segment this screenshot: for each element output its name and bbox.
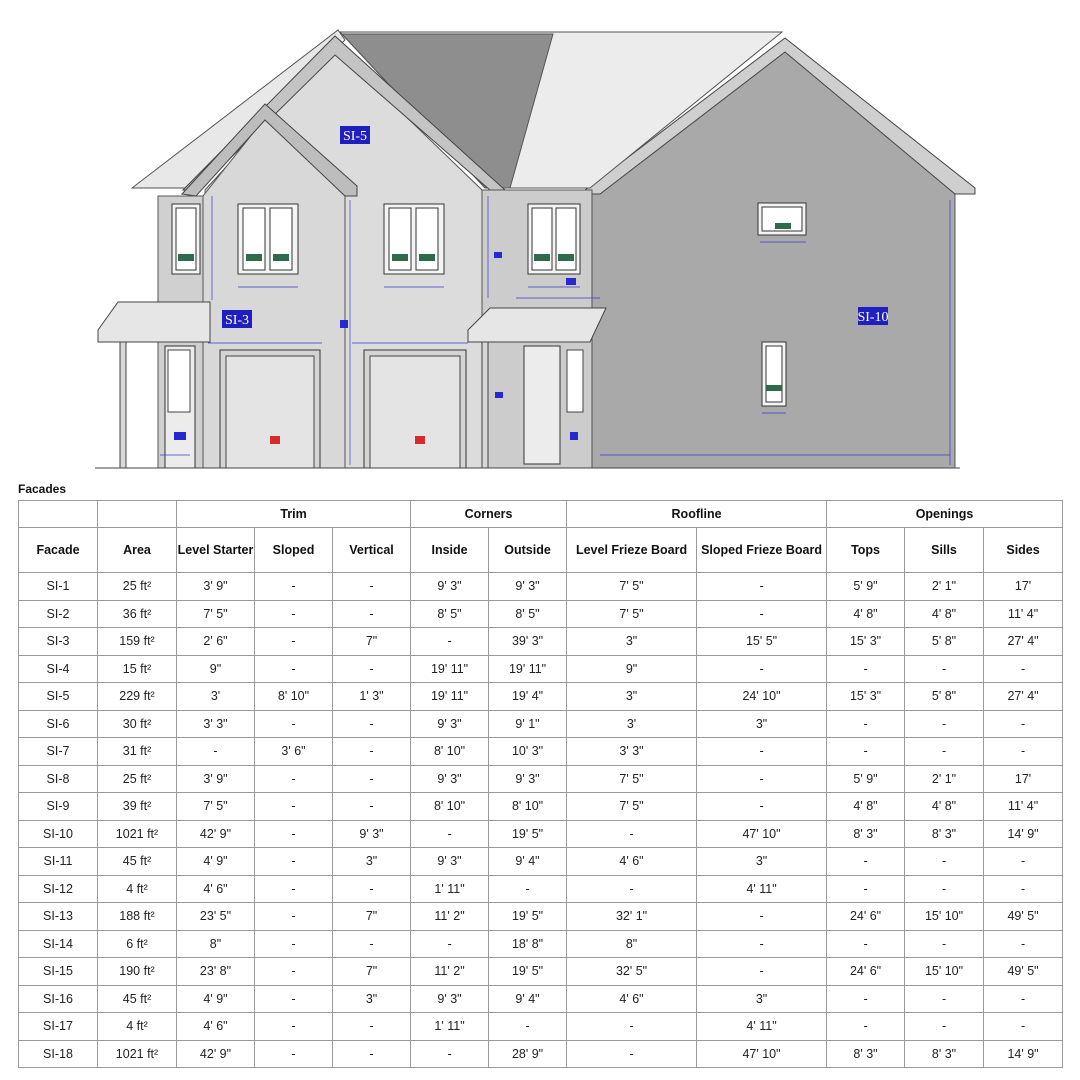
porch-post-left: [120, 342, 126, 468]
table-cell: 5' 9": [827, 573, 905, 601]
table-cell: -: [984, 985, 1063, 1013]
table-cell: -: [827, 875, 905, 903]
table-cell: 9": [567, 655, 697, 683]
table-cell: 24' 6": [827, 958, 905, 986]
column-header: Sloped: [255, 528, 333, 573]
table-cell: -: [333, 765, 411, 793]
table-cell: -: [255, 958, 333, 986]
table-cell: 9' 3": [333, 820, 411, 848]
facade-id-cell: SI-9: [19, 793, 98, 821]
table-cell: 3": [333, 848, 411, 876]
table-cell: -: [255, 875, 333, 903]
table-row: [19, 1013, 1063, 1041]
table-cell: 25 ft²: [98, 573, 177, 601]
table-cell: 7' 5": [177, 793, 255, 821]
table-cell: 1021 ft²: [98, 820, 177, 848]
table-cell: -: [905, 985, 984, 1013]
table-cell: -: [333, 930, 411, 958]
table-cell: -: [333, 655, 411, 683]
entry-door-right: [524, 346, 560, 464]
facade-id-cell: SI-2: [19, 600, 98, 628]
facade-id-cell: SI-15: [19, 958, 98, 986]
table-cell: -: [905, 710, 984, 738]
table-cell: 8": [567, 930, 697, 958]
facades-table: [18, 500, 1063, 1068]
table-cell: 19' 11": [411, 683, 489, 711]
column-header: Level Frieze Board: [567, 528, 697, 573]
facade-id-cell: SI-6: [19, 710, 98, 738]
table-row: [19, 683, 1063, 711]
table-cell: 17': [984, 765, 1063, 793]
table-cell: -: [333, 600, 411, 628]
facade-id-cell: SI-14: [19, 930, 98, 958]
table-cell: 27' 4": [984, 628, 1063, 656]
table-cell: 23' 8": [177, 958, 255, 986]
facade-id-cell: SI-10: [19, 820, 98, 848]
table-row: [19, 985, 1063, 1013]
table-cell: 7' 5": [177, 600, 255, 628]
svg-text:SI-3: SI-3: [224, 313, 250, 328]
table-cell: -: [255, 793, 333, 821]
table-cell: -: [827, 1013, 905, 1041]
table-cell: -: [411, 930, 489, 958]
table-cell: -: [697, 930, 827, 958]
table-cell: -: [255, 820, 333, 848]
table-cell: 1' 11": [411, 1013, 489, 1041]
table-cell: -: [567, 875, 697, 903]
table-cell: 4' 8": [905, 600, 984, 628]
table-cell: -: [905, 848, 984, 876]
table-cell: 9' 3": [411, 985, 489, 1013]
table-cell: 9": [177, 655, 255, 683]
table-cell: 11' 4": [984, 793, 1063, 821]
table-cell: -: [905, 738, 984, 766]
table-row: [19, 930, 1063, 958]
table-cell: -: [984, 655, 1063, 683]
column-header: Vertical: [333, 528, 411, 573]
table-cell: 3' 3": [567, 738, 697, 766]
table-cell: 24' 6": [827, 903, 905, 931]
table-row: [19, 710, 1063, 738]
facade-tag-si5: [340, 126, 370, 144]
svg-text:SI-10: SI-10: [857, 310, 889, 325]
table-cell: 32' 5": [567, 958, 697, 986]
table-cell: 8' 10": [411, 793, 489, 821]
table-cell: 3': [567, 710, 697, 738]
table-cell: 17': [984, 573, 1063, 601]
table-cell: -: [984, 875, 1063, 903]
table-cell: -: [255, 573, 333, 601]
facade-tag-si10: [857, 307, 888, 325]
table-cell: 18' 8": [489, 930, 567, 958]
table-cell: 7": [333, 903, 411, 931]
table-cell: 19' 5": [489, 903, 567, 931]
table-cell: 7": [333, 958, 411, 986]
table-cell: 1' 3": [333, 683, 411, 711]
table-cell: -: [905, 930, 984, 958]
table-cell: 27' 4": [984, 683, 1063, 711]
porch-roof-right: [468, 308, 606, 342]
table-cell: 15' 10": [905, 903, 984, 931]
table-cell: 25 ft²: [98, 765, 177, 793]
table-row: [19, 573, 1063, 601]
table-cell: 14' 9": [984, 820, 1063, 848]
table-cell: 8' 5": [489, 600, 567, 628]
table-cell: -: [567, 1040, 697, 1068]
table-cell: 3": [333, 985, 411, 1013]
table-cell: -: [255, 765, 333, 793]
table-cell: 159 ft²: [98, 628, 177, 656]
table-cell: 24' 10": [697, 683, 827, 711]
table-cell: -: [333, 1013, 411, 1041]
table-cell: -: [567, 1013, 697, 1041]
group-header-openings: Openings: [827, 501, 1063, 528]
table-cell: 4' 6": [567, 848, 697, 876]
right-wing-window-bottom: [762, 342, 786, 406]
facade-id-cell: SI-4: [19, 655, 98, 683]
table-cell: 49' 5": [984, 903, 1063, 931]
table-cell: 2' 1": [905, 573, 984, 601]
table-cell: 47' 10": [697, 1040, 827, 1068]
table-cell: 47' 10": [697, 820, 827, 848]
table-cell: 7": [333, 628, 411, 656]
table-cell: 4' 9": [177, 985, 255, 1013]
table-row: [19, 848, 1063, 876]
table-cell: 9' 4": [489, 848, 567, 876]
table-cell: 39' 3": [489, 628, 567, 656]
table-cell: 5' 8": [905, 683, 984, 711]
table-row: [19, 1040, 1063, 1068]
facade-id-cell: SI-3: [19, 628, 98, 656]
table-cell: 4' 8": [905, 793, 984, 821]
table-cell: -: [333, 573, 411, 601]
table-cell: -: [827, 710, 905, 738]
table-cell: -: [255, 600, 333, 628]
table-cell: -: [984, 1013, 1063, 1041]
table-cell: -: [255, 930, 333, 958]
table-cell: -: [255, 1013, 333, 1041]
table-cell: 4' 8": [827, 793, 905, 821]
table-cell: 2' 1": [905, 765, 984, 793]
table-cell: -: [827, 930, 905, 958]
table-cell: 42' 9": [177, 1040, 255, 1068]
table-cell: 5' 8": [905, 628, 984, 656]
table-cell: -: [411, 628, 489, 656]
column-header: Sills: [905, 528, 984, 573]
upper-window-side: [172, 204, 200, 274]
table-cell: 8' 10": [489, 793, 567, 821]
table-cell: 45 ft²: [98, 985, 177, 1013]
table-row: [19, 820, 1063, 848]
table-cell: 15' 10": [905, 958, 984, 986]
table-cell: -: [905, 655, 984, 683]
table-cell: 4' 6": [177, 875, 255, 903]
table-cell: 9' 1": [489, 710, 567, 738]
table-cell: 4' 6": [177, 1013, 255, 1041]
table-cell: -: [489, 1013, 567, 1041]
table-cell: -: [984, 738, 1063, 766]
table-cell: -: [827, 848, 905, 876]
table-row: [19, 738, 1063, 766]
table-cell: 3": [697, 710, 827, 738]
table-cell: 15 ft²: [98, 655, 177, 683]
column-header: Outside: [489, 528, 567, 573]
table-cell: 8' 3": [827, 1040, 905, 1068]
table-cell: -: [255, 655, 333, 683]
facade-id-cell: SI-17: [19, 1013, 98, 1041]
table-cell: 8": [177, 930, 255, 958]
table-cell: 4 ft²: [98, 875, 177, 903]
table-cell: -: [697, 738, 827, 766]
table-cell: 9' 3": [411, 848, 489, 876]
table-cell: -: [177, 738, 255, 766]
group-header-row: [19, 501, 1063, 528]
table-cell: 9' 4": [489, 985, 567, 1013]
table-cell: 1021 ft²: [98, 1040, 177, 1068]
table-cell: 3' 6": [255, 738, 333, 766]
group-header: [19, 501, 98, 528]
table-cell: 9' 3": [411, 573, 489, 601]
facade-id-cell: SI-5: [19, 683, 98, 711]
table-cell: 4' 9": [177, 848, 255, 876]
table-cell: -: [984, 848, 1063, 876]
table-cell: 15' 3": [827, 628, 905, 656]
table-cell: 3': [177, 683, 255, 711]
table-cell: 30 ft²: [98, 710, 177, 738]
table-cell: -: [697, 958, 827, 986]
table-cell: 4 ft²: [98, 1013, 177, 1041]
table-cell: -: [411, 820, 489, 848]
facade-id-cell: SI-8: [19, 765, 98, 793]
table-cell: 8' 10": [255, 683, 333, 711]
table-row: [19, 875, 1063, 903]
elevation-drawing: [0, 0, 1080, 480]
table-cell: -: [905, 1013, 984, 1041]
facade-id-cell: SI-16: [19, 985, 98, 1013]
table-cell: 4' 11": [697, 1013, 827, 1041]
table-cell: -: [697, 573, 827, 601]
table-cell: -: [984, 930, 1063, 958]
table-cell: -: [255, 710, 333, 738]
table-cell: 3": [697, 985, 827, 1013]
table-cell: 14' 9": [984, 1040, 1063, 1068]
table-cell: 8' 3": [827, 820, 905, 848]
table-cell: 3' 3": [177, 710, 255, 738]
porch-roof-left: [98, 302, 210, 342]
table-cell: -: [697, 793, 827, 821]
table-cell: 1' 11": [411, 875, 489, 903]
table-cell: 42' 9": [177, 820, 255, 848]
facade-id-cell: SI-13: [19, 903, 98, 931]
svg-text:SI-5: SI-5: [342, 129, 368, 144]
table-cell: 8' 10": [411, 738, 489, 766]
table-cell: 11' 2": [411, 903, 489, 931]
column-header: Sloped Frieze Board: [697, 528, 827, 573]
table-cell: -: [697, 655, 827, 683]
table-row: [19, 958, 1063, 986]
facade-id-cell: SI-1: [19, 573, 98, 601]
table-cell: 19' 11": [489, 655, 567, 683]
column-header: Sides: [984, 528, 1063, 573]
table-cell: 8' 3": [905, 1040, 984, 1068]
table-row: [19, 600, 1063, 628]
table-cell: -: [333, 710, 411, 738]
table-cell: -: [333, 793, 411, 821]
upper-window-left: [238, 204, 298, 274]
column-header: Level Starter: [177, 528, 255, 573]
table-cell: 7' 5": [567, 793, 697, 821]
table-cell: 4' 11": [697, 875, 827, 903]
table-row: [19, 765, 1063, 793]
table-cell: -: [697, 600, 827, 628]
table-cell: -: [697, 903, 827, 931]
table-cell: -: [255, 848, 333, 876]
table-cell: 7' 5": [567, 573, 697, 601]
table-cell: 4' 6": [567, 985, 697, 1013]
table-cell: 49' 5": [984, 958, 1063, 986]
table-cell: 32' 1": [567, 903, 697, 931]
table-cell: 11' 4": [984, 600, 1063, 628]
upper-window-center: [384, 204, 444, 274]
table-cell: 11' 2": [411, 958, 489, 986]
table-cell: 7' 5": [567, 765, 697, 793]
table-cell: 6 ft²: [98, 930, 177, 958]
table-cell: 3": [567, 628, 697, 656]
table-cell: 7' 5": [567, 600, 697, 628]
table-cell: -: [255, 903, 333, 931]
table-cell: 5' 9": [827, 765, 905, 793]
table-cell: 4' 8": [827, 600, 905, 628]
table-cell: 19' 5": [489, 958, 567, 986]
table-cell: 3": [697, 848, 827, 876]
table-cell: 9' 3": [489, 573, 567, 601]
table-cell: 45 ft²: [98, 848, 177, 876]
group-header-corners: Corners: [411, 501, 567, 528]
table-cell: 10' 3": [489, 738, 567, 766]
upper-window-recess: [528, 204, 580, 274]
table-cell: -: [333, 875, 411, 903]
table-cell: 190 ft²: [98, 958, 177, 986]
table-row: [19, 903, 1063, 931]
right-wing-window-top: [758, 203, 806, 235]
group-header: [98, 501, 177, 528]
facade-id-cell: SI-12: [19, 875, 98, 903]
table-cell: 3": [567, 683, 697, 711]
table-cell: 15' 5": [697, 628, 827, 656]
table-cell: 3' 9": [177, 573, 255, 601]
table-cell: 19' 5": [489, 820, 567, 848]
column-header: Area: [98, 528, 177, 573]
table-cell: 8' 5": [411, 600, 489, 628]
group-header-trim: Trim: [177, 501, 411, 528]
table-cell: -: [255, 628, 333, 656]
table-cell: 19' 4": [489, 683, 567, 711]
table-cell: -: [333, 1040, 411, 1068]
table-cell: -: [567, 820, 697, 848]
table-cell: -: [411, 1040, 489, 1068]
table-cell: -: [827, 738, 905, 766]
table-cell: -: [697, 765, 827, 793]
facade-tag-si3: [222, 310, 252, 328]
table-cell: 36 ft²: [98, 600, 177, 628]
table-cell: -: [827, 655, 905, 683]
table-cell: 19' 11": [411, 655, 489, 683]
table-cell: 9' 3": [489, 765, 567, 793]
facade-id-cell: SI-11: [19, 848, 98, 876]
table-cell: 3' 9": [177, 765, 255, 793]
table-cell: 23' 5": [177, 903, 255, 931]
table-cell: -: [489, 875, 567, 903]
column-header: Inside: [411, 528, 489, 573]
table-cell: 2' 6": [177, 628, 255, 656]
table-cell: -: [984, 710, 1063, 738]
column-header: Facade: [19, 528, 98, 573]
facade-id-cell: SI-18: [19, 1040, 98, 1068]
table-cell: 28' 9": [489, 1040, 567, 1068]
table-cell: 229 ft²: [98, 683, 177, 711]
table-cell: 15' 3": [827, 683, 905, 711]
table-row: [19, 655, 1063, 683]
facade-id-cell: SI-7: [19, 738, 98, 766]
table-cell: 8' 3": [905, 820, 984, 848]
table-cell: 9' 3": [411, 765, 489, 793]
porch-post-right: [482, 342, 488, 468]
table-row: [19, 628, 1063, 656]
table-cell: -: [827, 985, 905, 1013]
table-cell: 188 ft²: [98, 903, 177, 931]
table-cell: 31 ft²: [98, 738, 177, 766]
table-cell: -: [255, 985, 333, 1013]
group-header-roofline: Roofline: [567, 501, 827, 528]
table-cell: -: [255, 1040, 333, 1068]
column-header-row: [19, 528, 1063, 573]
section-title: Facades: [18, 482, 67, 496]
table-cell: 39 ft²: [98, 793, 177, 821]
table-cell: 9' 3": [411, 710, 489, 738]
table-row: [19, 793, 1063, 821]
table-cell: -: [905, 875, 984, 903]
column-header: Tops: [827, 528, 905, 573]
table-cell: -: [333, 738, 411, 766]
